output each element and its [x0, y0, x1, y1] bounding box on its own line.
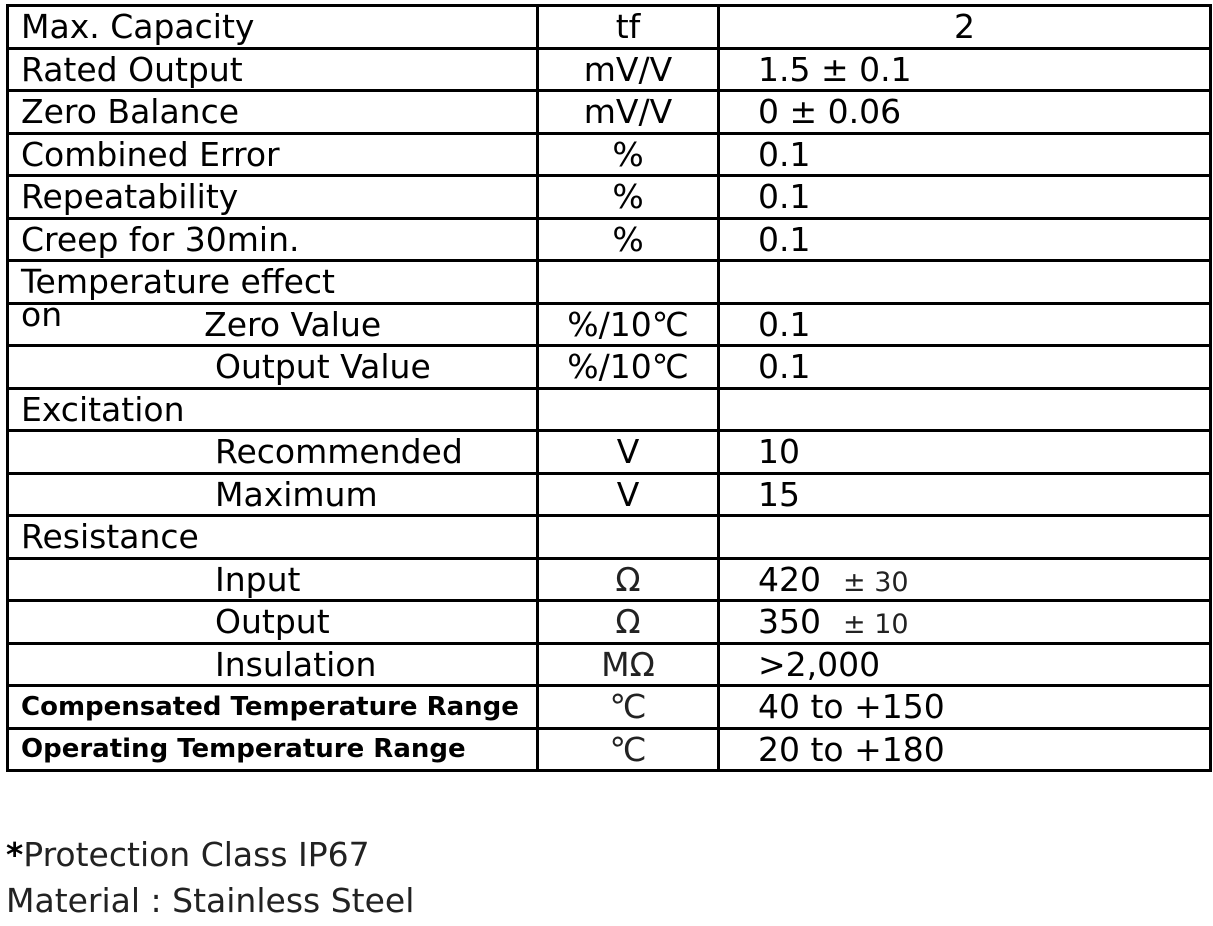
table-row — [8, 516, 1211, 559]
spec-item: Compensated Temperature Range — [8, 686, 538, 729]
table-row — [8, 601, 1211, 644]
spec-value: 40 to +150 — [719, 686, 1211, 729]
spec-item: Combined Error — [8, 133, 538, 176]
table-row — [8, 176, 1211, 219]
table-row — [8, 91, 1211, 134]
spec-item-prefix: on — [21, 303, 63, 334]
spec-tolerance: ± 30 — [843, 566, 909, 598]
spec-item: Zero Balance — [8, 91, 538, 134]
spec-table — [6, 4, 1212, 772]
spec-unit: ℃ — [538, 728, 719, 771]
spec-unit: ℃ — [538, 686, 719, 729]
spec-unit: tf — [538, 6, 719, 49]
table-row — [8, 6, 1211, 49]
spec-unit: V — [538, 431, 719, 474]
table-row — [8, 303, 1211, 346]
spec-item: Zero Value — [204, 304, 382, 344]
spec-item: Output Value — [8, 346, 538, 389]
spec-unit: %/10℃ — [538, 346, 719, 389]
spec-item: Maximum — [8, 473, 538, 516]
spec-unit: % — [538, 133, 719, 176]
spec-item-cell — [8, 303, 538, 346]
spec-tolerance: ± 10 — [843, 609, 909, 641]
spec-unit: mV/V — [538, 91, 719, 134]
spec-item: Repeatability — [8, 176, 538, 219]
spec-item: Operating Temperature Range — [8, 728, 538, 771]
spec-value: 2 — [719, 6, 1211, 49]
spec-unit: Ω — [538, 601, 719, 644]
table-row — [8, 48, 1211, 91]
spec-unit — [538, 388, 719, 431]
spec-unit: % — [538, 176, 719, 219]
table-row — [8, 388, 1211, 431]
spec-item: Temperature effect — [8, 261, 538, 304]
spec-value: 0.1 — [719, 176, 1211, 219]
spec-value: 0 ± 0.06 — [719, 91, 1211, 134]
spec-item: Resistance — [8, 516, 538, 559]
table-row — [8, 261, 1211, 304]
table-row — [8, 431, 1211, 474]
spec-item: Rated Output — [8, 48, 538, 91]
spec-value: 1.5 ± 0.1 — [719, 48, 1211, 91]
spec-unit: V — [538, 473, 719, 516]
spec-item: Excitation — [8, 388, 538, 431]
spec-value: 20 to +180 — [719, 728, 1211, 771]
spec-item: Creep for 30min. — [8, 218, 538, 261]
spec-item: Recommended — [8, 431, 538, 474]
spec-item: Insulation — [8, 643, 538, 686]
spec-value — [719, 516, 1211, 559]
spec-item: Max. Capacity — [8, 6, 538, 49]
table-row — [8, 218, 1211, 261]
spec-value: 0.1 — [719, 303, 1211, 346]
table-row — [8, 133, 1211, 176]
table-row — [8, 346, 1211, 389]
protection-text: Protection Class IP67 — [23, 835, 370, 874]
spec-unit — [538, 261, 719, 304]
spec-value — [719, 261, 1211, 304]
spec-value: 0.1 — [719, 346, 1211, 389]
spec-unit: mV/V — [538, 48, 719, 91]
table-row — [8, 728, 1211, 771]
spec-item: Input — [8, 558, 538, 601]
spec-value: 0.1 — [719, 133, 1211, 176]
spec-unit: Ω — [538, 558, 719, 601]
asterisk-mark: * — [6, 835, 24, 874]
spec-value: 10 — [719, 431, 1211, 474]
spec-unit: %/10℃ — [538, 303, 719, 346]
protection-note — [6, 835, 370, 874]
spec-value: 15 — [719, 473, 1211, 516]
spec-value: >2,000 — [719, 643, 1211, 686]
table-row — [8, 473, 1211, 516]
spec-value: 0.1 — [719, 218, 1211, 261]
material-note: Material : Stainless Steel — [6, 881, 415, 920]
spec-unit — [538, 516, 719, 559]
spec-value-cell — [719, 601, 1211, 644]
table-row — [8, 558, 1211, 601]
spec-unit: MΩ — [538, 643, 719, 686]
spec-value — [719, 388, 1211, 431]
spec-unit: % — [538, 218, 719, 261]
spec-item: Output — [8, 601, 538, 644]
spec-value: 350 — [758, 602, 821, 642]
table-row — [8, 643, 1211, 686]
spec-value-cell — [719, 558, 1211, 601]
table-row — [8, 686, 1211, 729]
spec-value: 420 — [758, 559, 821, 599]
